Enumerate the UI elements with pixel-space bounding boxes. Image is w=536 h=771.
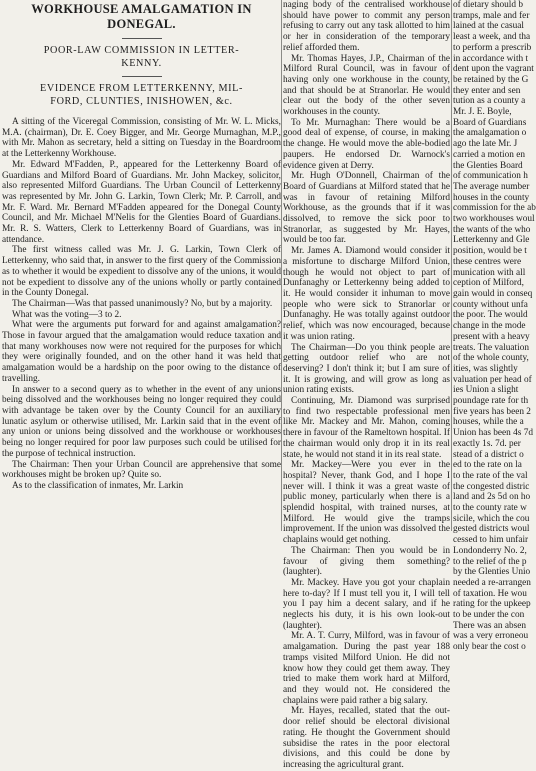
text-line: least a week, and tha (453, 32, 531, 43)
text-line: munication with all (453, 267, 526, 278)
text-line: be retained by the G (453, 74, 529, 85)
paragraph: The Chairman—Was that passed unanimously? No, but by a majority. (12, 298, 273, 309)
text-line: the congested distric (453, 481, 530, 492)
text-line: stead of a district o (453, 449, 524, 460)
paragraph: Mr. Thomas Hayes, J.P., Chairman of the Milford Rural Council, was in favour of having only one workhouse in the county, and that should be at Stranorlar. He would clear out the body of the other seven workhouses in the county. (283, 53, 450, 118)
paragraph: The first witness called was Mr. J. G. Larkin, Town Clerk of Letterkenny, who said that, in answer to the first query of the Commission as to whether it would be expedient to dissolve any of the unions, it would not be expedient to dissolve any of the unions wholly or partly contained in the County Donegal. (2, 245, 281, 299)
article-subheading (10, 45, 273, 70)
text-line: of taxation. He wou (453, 588, 527, 599)
paragraph: Mr. James A. Diamond would consider it a misfortune to discharge Milford Union, though he would not object to part of Dunfanaghy or Letterkenny being added to it. He would consider it inhuman to move people who were sick to Stranorlar or Dunfanaghy. He was totally against outdoor relief, which was now encouraged, because it was union rating. (283, 246, 450, 342)
text-line: in accordance with t (453, 53, 529, 64)
text-line: dent upon the vagrant (453, 64, 534, 75)
paragraph: Mr. Mackey—Were you ever in the hospital? Never, thank God, and I hope I never will. I think it was a great waste of public money, particularly when there is a splendid hospital, with trained nurses, at Milford. He would give the tramps improvement. If the union was dissolved the chaplains would get nothing. (283, 460, 450, 546)
text-line: gested districts woul (453, 524, 530, 535)
text-line: carried a motion en (453, 149, 526, 160)
paragraph: The Chairman—Do you think people are getting outdoor relief who are not deserving? I don't think it; but I am sure of it. It is growing, and will grow as long as union rating exists. (283, 342, 450, 396)
paragraph: naging body of the centralised workhouse should have power to commit any person refusing to carry out any task allotted to him or her in consideration of the temporary relief afforded them. (283, 0, 450, 53)
text-line: was a very erroneou (453, 631, 529, 642)
text-line: only bear the cost o (453, 642, 526, 653)
paragraph: Mr. Hugh O'Donnell, Chairman of the Board of Guardians at Milford stated that he was in favour of retaining Milford Workhouse, as the grounds that if it was dissolved, to remove the sick poor to Stranorlar, as suggested by Mr. Hayes, would be too far. (283, 171, 450, 246)
subheading-line: POOR-LAW COMMISSION IN LETTER- (43, 45, 240, 56)
text-line: of the whole county, (453, 353, 529, 364)
text-line: ception of Milford, (453, 278, 525, 289)
column-divider (451, 0, 452, 531)
text-line: the amalgamation o (453, 128, 527, 139)
article-headline (2, 2, 281, 32)
text-line: houses, while the a (453, 417, 524, 428)
text-line: to the rate of the val (453, 470, 528, 481)
text-line: the wants of the who (453, 224, 531, 235)
text-line: The average number (453, 181, 530, 192)
paragraph: What was the voting—3 to 2. (12, 309, 122, 320)
paragraph: Mr. A. T. Curry, Milford, was in favour of amalgamation. During the past year 188 tramps visited Milford Union. He did not know how they could get them away. They tried to make them work hard at Milford, and they would not. He considered the chaplains were paid rather a big salary. (283, 631, 450, 706)
headline-line: WORKHOUSE AMALGAMATION IN (31, 2, 252, 16)
text-line: present with a heavy (453, 331, 530, 342)
text-line: these centres were (453, 256, 522, 267)
text-line: tramps, male and fer (453, 10, 530, 21)
article-column-3-cropped (453, 0, 536, 653)
text-line: five years has been 2 (453, 406, 531, 417)
paragraph: To Mr. Murnaghan: There would be a good deal of expense, of course, in making the change. He would move the able-bodied paupers. He endorsed Dr. Warnock's evidence given at Derry. (283, 117, 450, 171)
text-line: to be under the con (453, 610, 525, 621)
article-column-2 (283, 0, 450, 770)
text-line: Mr. J. E. Boyle, (453, 107, 512, 118)
column-divider (281, 0, 282, 531)
paragraph: Continuing, Mr. Diamond was surprised to find two respectable professional men like Mr. Mackey and Mr. Mahon, coming there in favour of the Rameltown hospital. If the chairman would only drop it in its real state, he would not stand it in its real state. (283, 396, 450, 460)
text-line: Letterkenny and Gle (453, 235, 530, 246)
text-line: to the relief of the p (453, 556, 527, 567)
text-line: cessed to him unfair (453, 535, 529, 546)
paragraph: What were the arguments put forward for and against amalgamation? Those in favour argued that the amalgamation would reduce taxation and that many workhouses now were not required for the purposes for which they were originally founded, and on the other hand it was held that amalgamation would be a hardship on the poor owing to the distance of travelling. (2, 320, 281, 384)
section-rule (122, 38, 162, 39)
text-line: of communication h (453, 171, 528, 182)
article-column-1 (2, 0, 281, 531)
paragraph: Mr. Mackey. Have you got your chaplain here to-day? If I must tell you it, I will tell you I pay him a decent salary, and if he neglects his duty, it is his own look-out (laughter). (283, 577, 450, 631)
article-subheading (10, 83, 273, 108)
text-line: two workhouses woul (453, 214, 535, 225)
paragraph: Mr. Hayes, recalled, stated that the out-door relief should be electoral divisional rating. He thought the Government should subsidise the rates in the poor electoral divisions, and this could be done by increasing the agricultural grant. (283, 706, 450, 770)
text-line: of dietary should b (453, 0, 523, 10)
paragraph: The Chairman: Then you would be in favour of giving them something? (laughter). (283, 545, 450, 578)
text-line: county without unfa (453, 299, 528, 310)
text-line: ies Union a slight (453, 385, 519, 396)
text-line: ities, was slightly (453, 363, 518, 374)
text-line: to perform a prescrib (453, 42, 532, 53)
text-line: they enter and sen (453, 85, 521, 96)
paragraph: As to the classification of inmates, Mr. Larkin (12, 480, 184, 491)
section-rule (122, 76, 162, 77)
subheading-line: EVIDENCE FROM LETTERKENNY, MIL- (40, 83, 243, 94)
text-line: Union has been 4s 7d (453, 428, 534, 439)
text-line: treats. The valuation (453, 342, 529, 353)
paragraph: In answer to a second query as to whether in the event of any unions being dissolved and the workhouses being no longer required they could with advantage be taken over by the County Council for an auxiliary lunatic asylum or otherwise utilised, Mr. Larkin said that in the event of any union or unions being dissolved and the workhouse or workhouses being no longer required for poor law purposes such could be utilised for the purpose of technical instruction. (2, 384, 281, 459)
text-line: commission for the ab (453, 203, 536, 214)
text-line: tution as a county a (453, 96, 526, 107)
text-line: rating for the upkeep (453, 599, 531, 610)
paragraph: A sitting of the Viceregal Commission, consisting of Mr. W. L. Micks, M.A. (chairman), Dr. E. Coey Bigger, and Mr. George Murnaghan, M.P., with Mr. Mahon as secretary, held a sitting on Tuesday in the Boardroom at the Letterkenny Workhouse. (2, 117, 281, 160)
text-line: needed a re-arrangen (453, 577, 531, 588)
text-line: ed to the rate on la (453, 460, 522, 471)
text-line: houses in the county (453, 192, 530, 203)
subheading-line: FORD, CLUNTIES, INISHOWEN, &c. (50, 95, 233, 107)
paragraph: Mr. Edward M'Fadden, P., appeared for the Letterkenny Board of Guardians and Milford Board of Guardians. Mr. John Mackey, solicitor, also represented Milford Guardians. The Urban Council of Letterkenny was represented by Mr. John G. Larkin, Town Clerk; Mr. P. Carroll, and Mr. F. Ward. Mr. Bernard M'Fadden appeared for the Donegal County Council, and Mr. Michael M'Nelis for the Glenties Board of Guardians. Mr. R. S. Watters, Clerk to Letterkenny Board of Guardians, was in attendance. (2, 159, 281, 245)
text-line: position, would be t (453, 246, 527, 257)
text-line: the poor. The would (453, 310, 528, 321)
text-line: Londonderry No. 2, (453, 545, 527, 556)
text-line: change in the mode (453, 321, 526, 332)
text-line: valuation per head of (453, 374, 532, 385)
text-line: to the county rate w (453, 503, 527, 514)
text-line: lained at the casual (453, 21, 524, 32)
text-line: sicile, which the cou (453, 513, 530, 524)
subheading-line: KENNY. (121, 57, 162, 69)
text-line: gain would in conseq (453, 288, 533, 299)
text-line: There was an absen (453, 620, 527, 631)
paragraph: The Chairman: Then your Urban Council are apprehensive that some workhouses might be broken up? Quite so. (2, 459, 281, 481)
text-line: poundage rate for th (453, 396, 529, 407)
text-line: the Glenties Board (453, 160, 523, 171)
headline-line: DONEGAL. (107, 17, 176, 31)
text-line: land and 2s 5d on ho (453, 492, 531, 503)
text-line: exactly 1s. 7d. per (453, 438, 521, 449)
text-line: ago the late Mr. J (453, 139, 518, 150)
text-line: Board of Guardians (453, 117, 527, 128)
text-line: by the Glenties Unio (453, 567, 531, 578)
